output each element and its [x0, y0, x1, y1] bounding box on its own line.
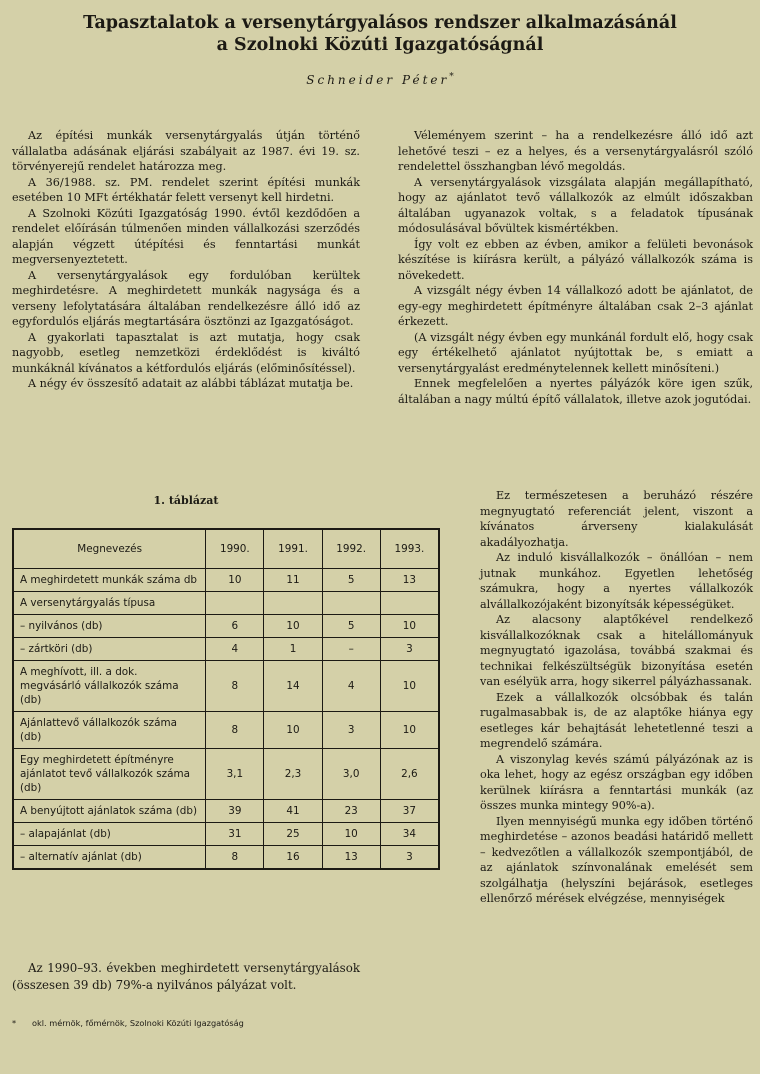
row-label: – alapajánlat (db) — [13, 823, 206, 846]
table-row — [13, 800, 439, 823]
footnote-text: okl. mérnök, főmérnök, Szolnoki Közúti Igazgatóság — [32, 1018, 244, 1028]
table-row — [13, 846, 439, 870]
paragraph: A Szolnoki Közúti Igazgatóság 1990. évtől kezdődően a rendelet előírásán túlmenően minden vállalkozási szerződés alapján végzett útépítési és fenntartási munkát megversenyeztetett. — [12, 206, 360, 266]
row-label: – nyilvános (db) — [13, 615, 206, 638]
paragraph: Így volt ez ebben az évben, amikor a felületi bevonások készítése is kiírásra került, a pályázó vállalkozók száma is növekedett. — [398, 237, 753, 282]
paragraph: A vizsgált négy évben 14 vállalkozó adott be ajánlatot, de egy-egy meghirdetett építményre általában csak 2–3 ajánlat érkezett. — [398, 284, 753, 328]
table-row — [13, 592, 439, 615]
table-cell: 3 — [380, 638, 439, 661]
title-line-1: Tapasztalatok a versenytárgyalásos rendszer alkalmazásánál — [83, 13, 677, 33]
paragraph: Az építési munkák versenytárgyalás útján történő vállalatba adásának eljárási szabályait az 1987. évi 19. sz. törvényerejű rendelet határozza meg. — [12, 129, 360, 173]
paragraph: A viszonylag kevés számú pályázónak az is oka lehet, hogy az egész országban egy időben kerülnek kiírásra a fenntartási munkák (az összes munka mintegy 90%-a). — [480, 752, 753, 812]
table-cell: 37 — [380, 800, 439, 823]
table-row — [13, 661, 439, 712]
table-header-row — [13, 529, 439, 569]
right-narrow-column — [480, 488, 753, 907]
paragraph: Véleményem szerint – ha a rendelkezésre álló idő azt lehetővé teszi – ez a helyes, és a versenytárgyalásról szóló rendelettel összhangban lévő megoldás. — [398, 129, 753, 173]
footnote-mark: * — [12, 1018, 17, 1028]
table-cell: 34 — [380, 823, 439, 846]
table-header-cell: 1993. — [380, 529, 439, 569]
statistics-table — [12, 528, 440, 870]
table-cell: 10 — [264, 712, 322, 749]
table-cell: 39 — [206, 800, 264, 823]
right-column — [398, 128, 753, 407]
paragraph: Ilyen mennyiségű munka egy időben történő meghirdetése – azonos beadási határidő mellett – kedvezőtlen a vállalkozók szempontjából, de az ajánlatok színvonalának emelését sem szolgálhatja (helyszíni bejárások, esetleges ellenőrző mérések elvégzése, mennyiségek — [480, 814, 753, 905]
table-cell: 2,6 — [380, 749, 439, 800]
article-title — [60, 12, 700, 56]
paragraph: Ez természetesen a beruházó részére megnyugtató referenciát jelent, viszont a kívánatos árverseny kialakulását akadályozhatja. — [480, 489, 753, 549]
table-cell: 3 — [322, 712, 380, 749]
table-cell: 10 — [206, 569, 264, 592]
table-cell: 16 — [264, 846, 322, 870]
row-label: Egy meghirdetett építményre ajánlatot tevő vállalkozók száma (db) — [13, 749, 206, 800]
table-cell: – — [322, 638, 380, 661]
table-cell: 13 — [322, 846, 380, 870]
table-cell: 3 — [380, 846, 439, 870]
paragraph: A gyakorlati tapasztalat is azt mutatja, hogy csak nagyobb, esetleg nemzetközi érdeklődést is kiváltó munkáknál kívánatos a kétfordulós eljárás (előminősítéssel). — [12, 330, 360, 375]
row-label: A meghívott, ill. a dok. megvásárló vállalkozók száma (db) — [13, 661, 206, 712]
row-label: – alternatív ajánlat (db) — [13, 846, 206, 870]
paragraph: Ennek megfelelően a nyertes pályázók köre igen szűk, általában a nagy múltú építő vállalatok, illetve azok jogutódai. — [398, 377, 753, 406]
paragraph: Az alacsony alaptőkével rendelkező kisvállalkozóknak csak a hitelállományuk megnyugtató igazolása, továbbá szakmai és technikai felkészültségük bizonyítása esetén van esélyük arra, hogy sikerrel pályázhassanak. — [480, 613, 753, 688]
table-row — [13, 638, 439, 661]
table-cell: 1 — [264, 638, 322, 661]
table-row — [13, 712, 439, 749]
table-cell: 10 — [380, 712, 439, 749]
title-line-2: a Szolnoki Közúti Igazgatóságnál — [216, 35, 544, 55]
footnote — [12, 1018, 360, 1028]
row-label: A versenytárgyalás típusa — [13, 592, 206, 615]
table-header-cell: 1992. — [322, 529, 380, 569]
table-row — [13, 615, 439, 638]
table-cell: 31 — [206, 823, 264, 846]
paragraph: A versenytárgyalások vizsgálata alapján megállapítható, hogy az ajánlatot tevő vállalkozók az elmúlt időszakban általában ugyanazok voltak, s a feladatok típusának módosulásával bővültek kismértékben. — [398, 175, 753, 235]
paragraph: A versenytárgyalások egy fordulóban kerültek meghirdetésre. A meghirdetett munkák nagysága és a verseny lefolytatására általában rendelkezésre álló idő az egyfordulós eljárás megtartására ösztönzi az Igazgatóságot. — [12, 268, 360, 328]
table-cell — [322, 592, 380, 615]
table-cell — [206, 592, 264, 615]
row-label: – zártköri (db) — [13, 638, 206, 661]
table-cell: 8 — [206, 846, 264, 870]
table-row — [13, 569, 439, 592]
table-cell: 14 — [264, 661, 322, 712]
table-cell: 4 — [322, 661, 380, 712]
table-cell: 8 — [206, 712, 264, 749]
table-cell: 23 — [322, 800, 380, 823]
summary-paragraph: Az 1990–93. években meghirdetett versenytárgyalások (összesen 39 db) 79%-a nyilvános pályázat volt. — [12, 961, 360, 992]
paragraph: A 36/1988. sz. PM. rendelet szerint építési munkák esetében 10 MFt értékhatár felett versenyt kell hirdetni. — [12, 175, 360, 204]
table-cell: 41 — [264, 800, 322, 823]
table-cell: 25 — [264, 823, 322, 846]
row-label: A benyújtott ajánlatok száma (db) — [13, 800, 206, 823]
table-header-cell: Megnevezés — [13, 529, 206, 569]
table-cell — [264, 592, 322, 615]
table-cell: 10 — [380, 615, 439, 638]
table-cell: 10 — [264, 615, 322, 638]
table-row — [13, 823, 439, 846]
table-header-cell: 1991. — [264, 529, 322, 569]
author-byline — [0, 72, 760, 87]
table-cell: 13 — [380, 569, 439, 592]
table-cell — [380, 592, 439, 615]
table-summary — [12, 960, 360, 994]
left-column — [12, 128, 360, 392]
paragraph: A négy év összesítő adatait az alábbi táblázat mutatja be. — [28, 377, 354, 390]
table-row — [13, 749, 439, 800]
author-footnote-mark: * — [449, 72, 454, 82]
table-cell: 3,0 — [322, 749, 380, 800]
table-cell: 3,1 — [206, 749, 264, 800]
table-cell: 4 — [206, 638, 264, 661]
table-cell: 10 — [322, 823, 380, 846]
row-label: Ajánlattevő vállalkozók száma (db) — [13, 712, 206, 749]
table-cell: 2,3 — [264, 749, 322, 800]
paragraph: (A vizsgált négy évben egy munkánál fordult elő, hogy csak egy értékelhető ajánlatot nyújtottak be, s emiatt a versenytárgyalást eredménytelennek kellett minősíteni.) — [398, 330, 753, 375]
row-label: A meghirdetett munkák száma db — [13, 569, 206, 592]
table-cell: 5 — [322, 569, 380, 592]
table-cell: 11 — [264, 569, 322, 592]
table-cell: 6 — [206, 615, 264, 638]
author-name: Schneider Péter — [306, 73, 450, 87]
paragraph: Ezek a vállalkozók olcsóbbak és talán rugalmasabbak is, de az alaptőke hiánya egy esetleges kár behajtását lehetetlenné teszi a megrendelő számára. — [480, 690, 753, 750]
table-cell: 10 — [380, 661, 439, 712]
table-header-cell: 1990. — [206, 529, 264, 569]
table-caption: 1. táblázat — [153, 494, 219, 507]
paragraph: Az induló kisvállalkozók – önállóan – nem jutnak munkához. Egyetlen lehetőség számukra, hogy a nyertes vállalkozók alvállalkozójaként bizonyítsák képességüket. — [480, 551, 753, 611]
table-cell: 5 — [322, 615, 380, 638]
table-cell: 8 — [206, 661, 264, 712]
